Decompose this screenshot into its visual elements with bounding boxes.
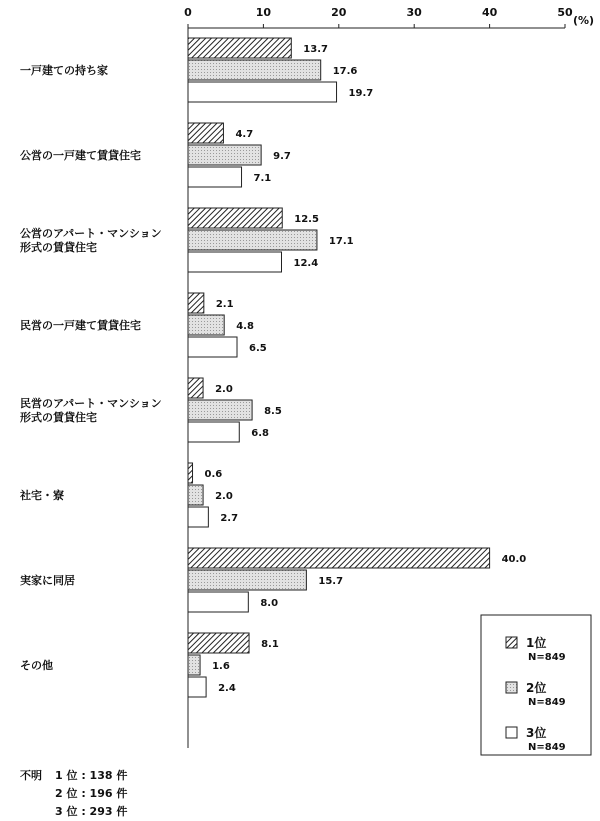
category-label: 公営の一戸建て賃貸住宅 <box>20 149 141 162</box>
category-label: 形式の賃貸住宅 <box>20 241 97 254</box>
data-label: 4.7 <box>235 129 254 140</box>
legend-label: 1位 <box>526 636 547 650</box>
category-label: 一戸建ての持ち家 <box>20 64 108 77</box>
bar-2 <box>188 485 203 505</box>
bar-3 <box>188 677 206 697</box>
legend-swatch <box>506 682 517 693</box>
bar-1 <box>188 548 490 568</box>
data-label: 8.0 <box>260 598 279 609</box>
data-label: 8.1 <box>261 639 279 650</box>
data-label: 2.0 <box>215 384 233 395</box>
bar-1 <box>188 378 203 398</box>
bar-1 <box>188 208 282 228</box>
bar-2 <box>188 145 261 165</box>
data-label: 19.7 <box>348 88 374 99</box>
category-label: 形式の賃貸住宅 <box>20 411 97 424</box>
legend-n: N=849 <box>528 742 566 753</box>
data-label: 13.7 <box>303 44 328 55</box>
bar-1 <box>188 123 223 143</box>
missing-label: 不明 <box>20 769 42 782</box>
bar-2 <box>188 400 252 420</box>
data-label: 8.5 <box>264 406 282 417</box>
bar-2 <box>188 655 200 675</box>
bar-1 <box>188 633 249 653</box>
category-label: 社宅・寮 <box>20 489 64 502</box>
x-tick-label: 40 <box>481 6 498 19</box>
legend-swatch <box>506 727 517 738</box>
data-label: 12.4 <box>293 258 319 269</box>
bar-1 <box>188 463 193 483</box>
data-label: 2.1 <box>215 299 234 310</box>
category-label: 公営のアパート・マンション <box>20 227 162 240</box>
bar-3 <box>188 167 242 187</box>
legend-label: 3位 <box>526 726 547 740</box>
bar-3 <box>188 422 239 442</box>
missing-rank2: 2 位 : 196 件 <box>55 787 128 800</box>
x-tick-label: 50 <box>557 6 573 19</box>
x-tick-label: 10 <box>255 6 272 19</box>
bar-1 <box>188 293 204 313</box>
data-label: 4.8 <box>236 321 254 332</box>
x-tick-label: 30 <box>406 6 422 19</box>
data-label: 7.1 <box>253 173 272 184</box>
data-label: 12.5 <box>294 214 319 225</box>
data-label: 15.7 <box>318 576 344 587</box>
bar-3 <box>188 337 237 357</box>
x-tick-label: 0 <box>184 6 192 19</box>
legend-swatch <box>506 637 517 648</box>
data-label: 2.0 <box>215 491 233 502</box>
bar-2 <box>188 230 317 250</box>
data-label: 9.7 <box>273 151 291 162</box>
bar-3 <box>188 507 208 527</box>
data-label: 17.1 <box>328 236 354 247</box>
data-label: 2.7 <box>220 513 239 524</box>
category-label: 民営の一戸建て賃貸住宅 <box>20 319 141 332</box>
bar-3 <box>188 592 248 612</box>
bar-1 <box>188 38 291 58</box>
legend-n: N=849 <box>528 697 566 708</box>
data-label: 17.6 <box>332 66 358 77</box>
data-label: 40.0 <box>501 554 527 565</box>
bar-2 <box>188 315 224 335</box>
missing-rank3: 3 位 : 293 件 <box>55 805 128 818</box>
bar-2 <box>188 60 321 80</box>
data-label: 6.8 <box>251 428 269 439</box>
unit-label: (%) <box>573 14 595 27</box>
missing-rank1: 1 位 : 138 件 <box>55 769 128 782</box>
bar-3 <box>188 82 337 102</box>
x-tick-label: 20 <box>331 6 347 19</box>
data-label: 2.4 <box>218 683 236 694</box>
category-label: 民営のアパート・マンション <box>20 397 162 410</box>
data-label: 1.6 <box>212 661 230 672</box>
data-label: 0.6 <box>204 469 223 480</box>
legend-n: N=849 <box>528 652 566 663</box>
category-label: 実家に同居 <box>20 574 75 587</box>
category-label: その他 <box>20 659 53 672</box>
legend-label: 2位 <box>526 681 547 695</box>
data-label: 6.5 <box>249 343 267 354</box>
bar-2 <box>188 570 306 590</box>
bar-3 <box>188 252 281 272</box>
